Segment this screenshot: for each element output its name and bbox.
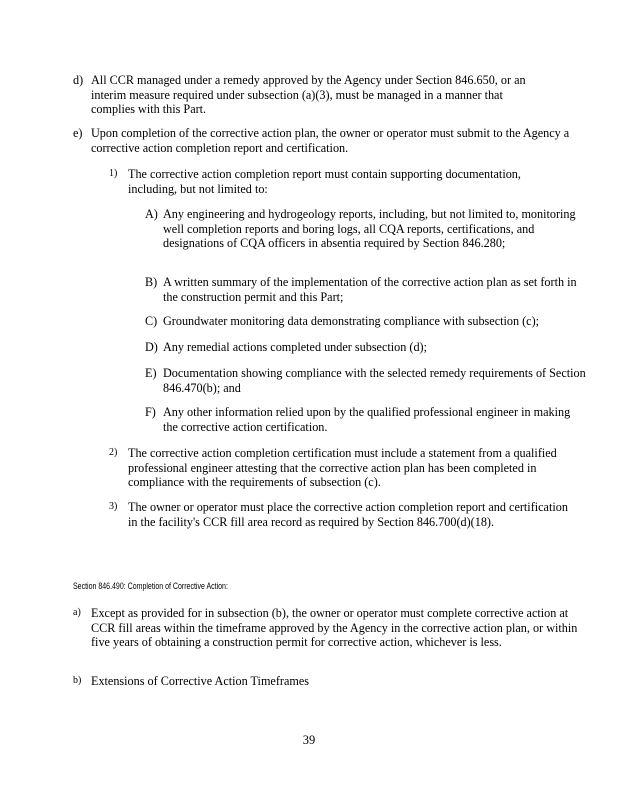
item-label: 3): [109, 501, 118, 512]
item-label: B): [145, 275, 158, 289]
paragraph-e-1: [109, 167, 569, 196]
subitem-B: [145, 275, 585, 304]
item-text: The corrective action completion report must contain supporting documentation, including, but not limited to:: [128, 167, 521, 196]
item-label: D): [145, 340, 158, 354]
subitem-A: [145, 207, 585, 251]
paragraph-a: [73, 606, 578, 650]
item-text: Extensions of Corrective Action Timeframes: [91, 674, 309, 688]
item-text: All CCR managed under a remedy approved by the Agency under Section 846.650, or an interim measure required under subsection (a)(3), must be managed in a manner that complies with this Part.: [91, 73, 526, 116]
paragraph-e-3: [109, 500, 569, 529]
item-text: Groundwater monitoring data demonstrating compliance with subsection (c);: [163, 314, 540, 328]
section-heading: Section 846.490: Completion of Corrective Action:: [73, 581, 228, 591]
paragraph-d: [73, 73, 543, 117]
item-text: A written summary of the implementation of the corrective action plan as set forth in the construction permit and this Part;: [163, 275, 577, 304]
subitem-E: [145, 366, 595, 395]
paragraph-b: [73, 674, 578, 689]
item-label: 1): [109, 168, 118, 179]
paragraph-e: [73, 126, 573, 155]
item-text: Any other information relied upon by the qualified professional engineer in making the corrective action certification.: [163, 405, 571, 434]
item-label: a): [73, 607, 81, 618]
item-text: Except as provided for in subsection (b), the owner or operator must complete corrective action at CCR fill areas within the timeframe approved by the Agency in the corrective action plan, or within five years of obtaining a construction permit for corrective action, whichever is less.: [91, 606, 578, 649]
item-label: b): [73, 675, 82, 686]
item-label: 2): [109, 447, 118, 458]
item-text: Any engineering and hydrogeology reports, including, but not limited to, monitoring well completion reports and boring logs, all CQA reports, certifications, and designations of CQA officers in absentia required by Section 846.280;: [163, 207, 576, 250]
page-number: 39: [302, 733, 316, 747]
item-text: Any remedial actions completed under subsection (d);: [163, 340, 427, 354]
item-label: E): [145, 366, 157, 380]
item-text: Documentation showing compliance with the selected remedy requirements of Section 846.470(b); and: [163, 366, 586, 395]
item-label: d): [73, 73, 84, 87]
item-label: F): [145, 405, 156, 419]
paragraph-e-2: [109, 446, 579, 490]
item-text: Upon completion of the corrective action plan, the owner or operator must submit to the Agency a corrective action completion report and certification.: [91, 126, 570, 155]
item-label: e): [73, 126, 83, 140]
item-label: A): [145, 207, 158, 221]
item-text: The owner or operator must place the corrective action completion report and certification in the facility's CCR fill area record as required by Section 846.700(d)(18).: [128, 500, 568, 529]
subitem-C: [145, 314, 585, 329]
item-label: C): [145, 314, 158, 328]
subitem-D: [145, 340, 585, 355]
item-text: The corrective action completion certification must include a statement from a qualified professional engineer attesting that the corrective action plan has been completed in compliance with the requirements of subsection (c).: [128, 446, 557, 489]
subitem-F: [145, 405, 585, 434]
